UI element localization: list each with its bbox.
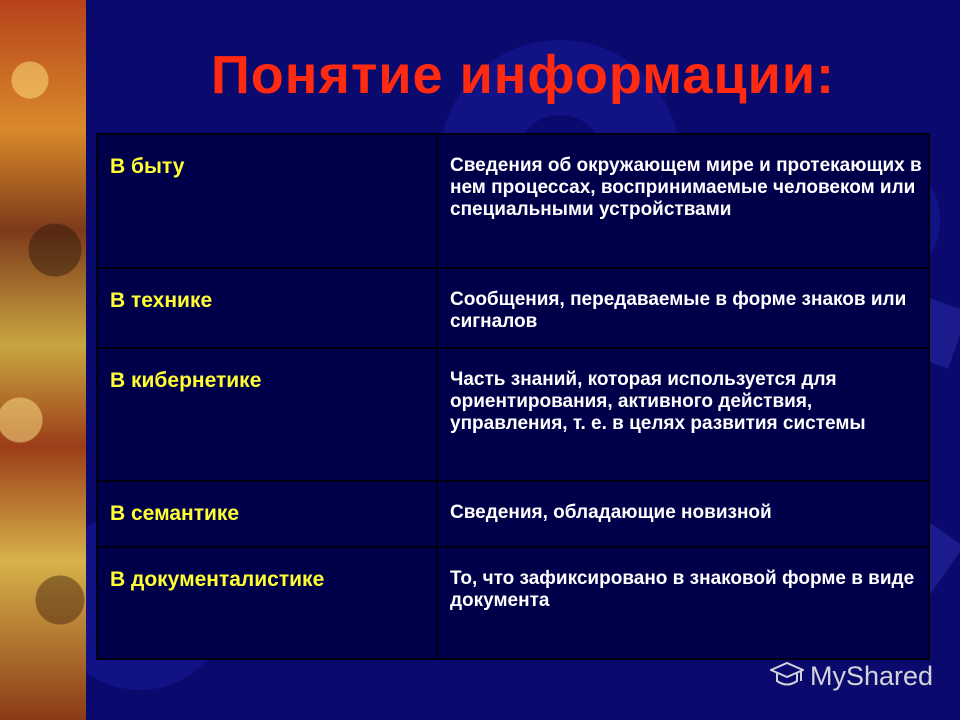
table-row <box>97 134 929 268</box>
term-cell: В технике <box>97 268 437 348</box>
decorative-left-strip <box>0 0 86 720</box>
mortarboard-icon <box>770 661 804 691</box>
info-table <box>96 133 930 660</box>
slide-title: Понятие информации: <box>210 45 836 105</box>
definition-cell: Сведения об окружающем мире и протекающих в нем процессах, воспринимаемые человеком или специальными устройствами <box>437 134 929 268</box>
definition-cell: Сведения, обладающие новизной <box>437 481 929 547</box>
definition-cell: Часть знаний, которая используется для ориентирования, активного действия, управления, т. е. в целях развития системы <box>437 348 929 481</box>
watermark <box>770 658 933 694</box>
definition-cell: То, что зафиксировано в знаковой форме в виде документа <box>437 547 929 659</box>
definition-cell: Сообщения, передаваемые в форме знаков или сигналов <box>437 268 929 348</box>
table-row <box>97 268 929 348</box>
table-row <box>97 348 929 481</box>
term-cell: В кибернетике <box>97 348 437 481</box>
table-row <box>97 547 929 659</box>
watermark-text: MyShared <box>810 660 934 691</box>
term-cell: В документалистике <box>97 547 437 659</box>
term-cell: В семантике <box>97 481 437 547</box>
table-row <box>97 481 929 547</box>
term-cell: В быту <box>97 134 437 268</box>
